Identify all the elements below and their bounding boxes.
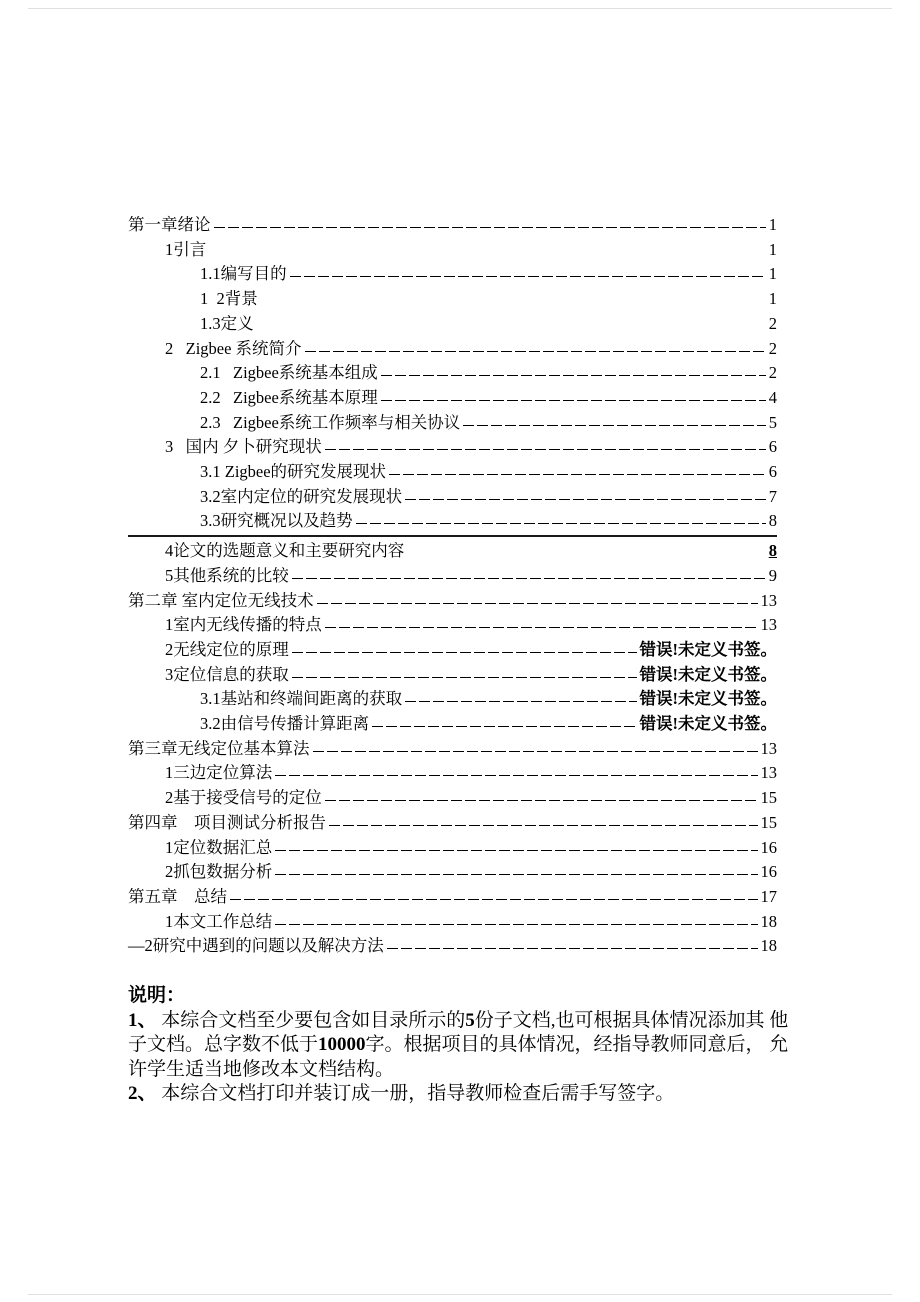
toc-entry: [128, 663, 777, 688]
toc-entry-label: 3定位信息的获取: [165, 664, 289, 684]
toc-entry-page: 16: [760, 862, 777, 882]
toc-entry: [128, 386, 777, 411]
toc-entry-page: 2: [768, 338, 777, 358]
toc-entry-label: 3.2由信号传播计算距离: [200, 714, 370, 734]
toc-leader: [405, 485, 766, 510]
toc-entry: [128, 638, 777, 663]
toc-entry-page: 18: [760, 911, 777, 931]
toc-entry-page: 5: [768, 412, 777, 432]
notes-item-1-text: 字。根据项目的具体情况，经指导教师同意后， 允许学生适当地修改本文档结构。: [128, 1034, 789, 1080]
notes-item-1-text: 本综合文档至少要包含如目录所示的: [156, 1009, 466, 1031]
notes-item-1: [128, 1009, 802, 1083]
toc-entry-page: 1: [768, 215, 777, 234]
toc-entry-page: 8: [768, 511, 777, 531]
toc-leader: [275, 910, 757, 935]
toc-entry-page: 16: [760, 837, 777, 857]
toc-entry-page: 1: [768, 289, 777, 309]
toc-entry: [128, 885, 777, 910]
toc-entry-page: 错误!未定义书签。: [639, 714, 777, 734]
notes-item-1-bold-count: 5: [465, 1009, 475, 1031]
toc-entry-label: 2.1 Zigbee系统基本组成: [200, 363, 378, 383]
toc-entry-page: 6: [768, 462, 777, 482]
toc-leader: [214, 213, 766, 238]
toc-entry-label: 1定位数据汇总: [165, 837, 273, 857]
notes-item-1-text: 份子文档,也可根据具体情况添加其 他子文档。总字数不低于: [128, 1009, 789, 1055]
toc-entry: [128, 411, 777, 436]
notes-item-2: [128, 1082, 802, 1107]
toc-entry-page: 2: [768, 313, 777, 333]
toc-leader: [275, 761, 757, 786]
toc-entry-label: 第三章无线定位基本算法: [128, 738, 310, 758]
toc-entry: [128, 687, 777, 712]
toc-entry-label: —2研究中遇到的问题以及解决方法: [128, 936, 384, 956]
toc-entry: [128, 337, 777, 362]
toc-entry-label: 2.2 Zigbee系统基本原理: [200, 387, 378, 407]
toc-entry-page: 13: [760, 738, 777, 758]
toc-entry-label: 4论文的选题意义和主要研究内容: [165, 541, 405, 561]
toc-entry: [128, 312, 777, 337]
toc-entry-page: 6: [768, 437, 777, 457]
toc-entry-label: 3.2室内定位的研究发展现状: [200, 486, 403, 506]
toc-entry: [128, 361, 777, 386]
toc-entry-label: 第一章绪论: [128, 215, 211, 234]
page-edge-bottom: [28, 1294, 892, 1295]
toc-entry-label: 第四章 项目测试分析报告: [128, 812, 326, 832]
toc-entry: [128, 509, 777, 534]
toc-entry-label: 2.3 Zigbee系统工作频率与相关协议: [200, 412, 461, 432]
toc-leader: [356, 509, 766, 534]
toc-leader: [372, 712, 636, 737]
toc-entry-page: 2: [768, 363, 777, 383]
toc-entry-label: 1室内无线传播的特点: [165, 615, 322, 635]
toc-entry: [128, 786, 777, 811]
toc-entry-label: 第五章 总结: [128, 886, 227, 906]
page-edge-top: [28, 8, 892, 9]
toc-entry-page: 1: [768, 239, 777, 259]
toc-leader: [325, 786, 758, 811]
horizontal-rule: [128, 535, 777, 537]
toc-leader: [257, 312, 766, 337]
toc-leader: [317, 589, 758, 614]
toc-leader: [329, 811, 758, 836]
toc-entry-page: 17: [760, 886, 777, 906]
toc-leader: [389, 460, 766, 485]
toc-entry: [128, 910, 777, 935]
toc-leader: [405, 687, 636, 712]
toc-entry-label: 3.1 Zigbee的研究发展现状: [200, 462, 387, 482]
toc-entry-label: 3.1基站和终端间距离的获取: [200, 689, 403, 709]
table-of-contents: [128, 213, 777, 959]
toc-entry-page: 7: [768, 486, 777, 506]
toc-entry: [128, 238, 777, 263]
toc-entry: [128, 589, 777, 614]
toc-leader: [407, 539, 766, 564]
toc-entry-label: 1本文工作总结: [165, 911, 273, 931]
toc-entry-page: 15: [760, 788, 777, 808]
toc-entry: [128, 485, 777, 510]
toc-leader: [292, 663, 637, 688]
toc-entry-label: 1三边定位算法: [165, 763, 273, 783]
notes-section: [128, 984, 802, 1107]
toc-leader: [325, 435, 766, 460]
toc-entry-page: 8: [768, 541, 777, 561]
toc-entry-label: 3 国内 夕卜研究现状: [165, 437, 322, 457]
toc-entry-page: 15: [760, 812, 777, 832]
toc-entry: [128, 262, 777, 287]
toc-entry: [128, 836, 777, 861]
toc-entry: [128, 539, 777, 564]
toc-entry-label: 2 Zigbee 系统简介: [165, 338, 302, 358]
toc-entry: [128, 712, 777, 737]
toc-leader: [325, 613, 758, 638]
toc-entry-label: 1.1编写目的: [200, 264, 287, 284]
toc-entry: [128, 564, 777, 589]
toc-leader: [381, 386, 766, 411]
toc-leader: [463, 411, 765, 436]
toc-leader: [230, 885, 758, 910]
toc-entry: [128, 737, 777, 762]
toc-entry-label: 3.3研究概况以及趋势: [200, 511, 353, 531]
toc-entry-page: 4: [768, 387, 777, 407]
toc-leader: [387, 934, 758, 959]
toc-entry: [128, 934, 777, 959]
toc-entry: [128, 435, 777, 460]
toc-entry-page: 错误!未定义书签。: [639, 664, 777, 684]
toc-leader: [275, 860, 757, 885]
notes-title: 说明：: [128, 985, 186, 1006]
toc-leader: [292, 638, 637, 663]
toc-entry: [128, 287, 777, 312]
toc-leader: [290, 262, 766, 287]
toc-entry: [128, 860, 777, 885]
toc-entry-page: 13: [760, 615, 777, 635]
toc-entry-page: 1: [768, 264, 777, 284]
notes-item-1-bold-wordcount: 10000: [318, 1034, 366, 1055]
toc-leader: [313, 737, 758, 762]
toc-entry-page: 13: [760, 590, 777, 610]
toc-entry-label: 1 2背景: [200, 289, 258, 309]
toc-leader: [209, 238, 766, 263]
notes-item-2-text: 本综合文档打印并装订成一册，指导教师检查后需手写签字。: [156, 1083, 675, 1104]
toc-leader: [305, 337, 766, 362]
toc-entry-label: 2基于接受信号的定位: [165, 788, 322, 808]
toc-entry-label: 1引言: [165, 239, 207, 259]
toc-entry: [128, 460, 777, 485]
toc-entry: [128, 213, 777, 238]
toc-entry-page: 错误!未定义书签。: [639, 689, 777, 709]
toc-entry: [128, 811, 777, 836]
toc-leader: [292, 564, 766, 589]
toc-leader: [275, 836, 757, 861]
toc-entry-label: 1.3定义: [200, 313, 254, 333]
toc-entry: [128, 761, 777, 786]
toc-entry: [128, 613, 777, 638]
toc-leader: [261, 287, 766, 312]
toc-entry-page: 错误!未定义书签。: [639, 639, 777, 659]
toc-entry-label: 2抓包数据分析: [165, 862, 273, 882]
toc-entry-page: 18: [760, 936, 777, 956]
toc-entry-label: 2无线定位的原理: [165, 639, 289, 659]
toc-entry-label: 5其他系统的比较: [165, 565, 289, 585]
toc-entry-page: 13: [760, 763, 777, 783]
toc-entry-page: 9: [768, 565, 777, 585]
toc-entry-label: 第二章 室内定位无线技术: [128, 590, 314, 610]
toc-leader: [381, 361, 766, 386]
notes-item-2-number: 2、: [128, 1083, 157, 1104]
notes-item-1-number: 1、: [128, 1009, 157, 1031]
